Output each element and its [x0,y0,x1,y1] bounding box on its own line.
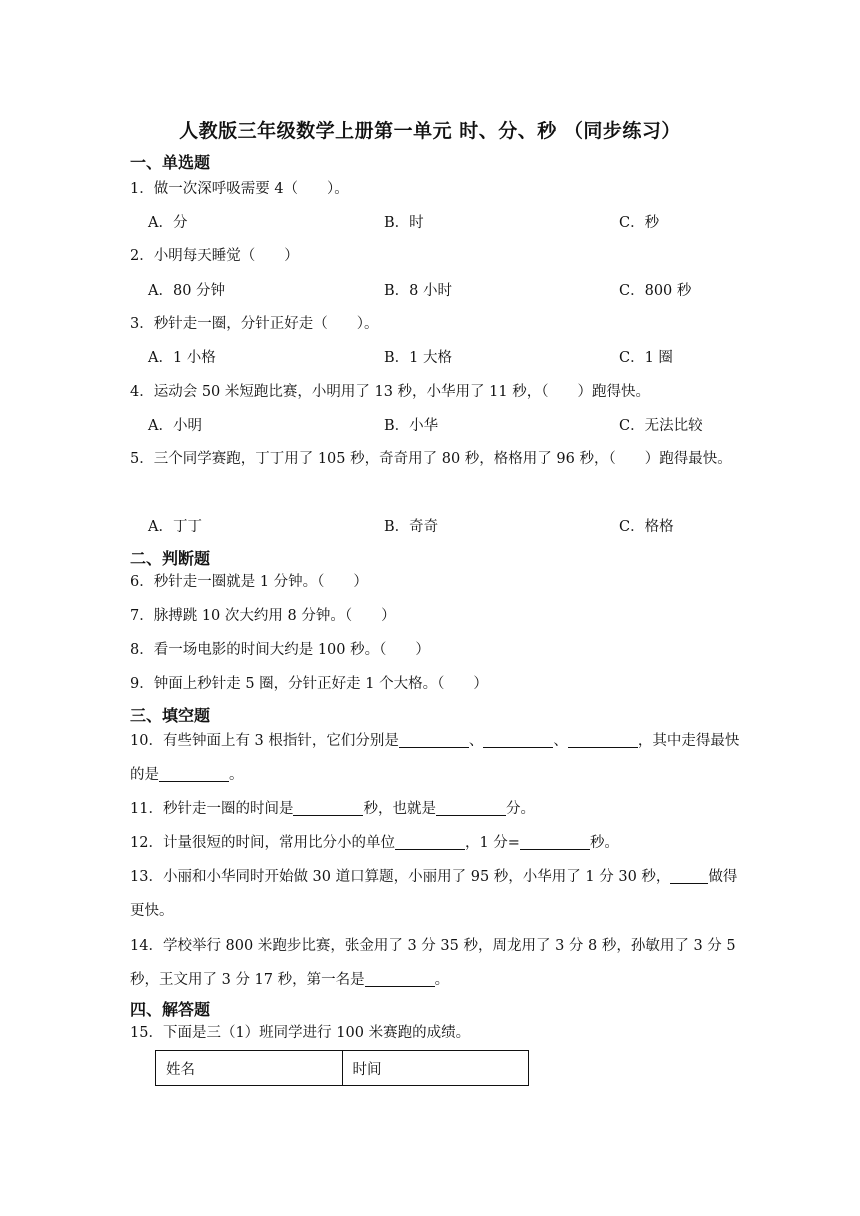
question-8: 8．看一场电影的时间大约是 100 秒。（ ） [130,642,430,658]
option-a: A．小明 [148,418,202,434]
question-11-text-a: 11．秒针走一圈的时间是 [130,801,294,817]
question-11 [130,792,740,826]
answer-blank[interactable] [436,799,506,816]
table-header-time: 时间 [342,1051,529,1086]
option-c: C．1 圈 [619,350,673,366]
question-7: 7．脉搏跳 10 次大约用 8 分钟。（ ） [130,608,396,624]
question-14 [130,929,740,997]
answer-blank[interactable] [483,731,553,748]
option-b: B．时 [384,215,424,231]
option-c: C．800 秒 [619,283,692,299]
question-13-end: 做得更快。 [130,869,738,919]
section-heading-fill-blank: 三、填空题 [130,706,211,725]
question-2: 2．小明每天睡觉（ ） [130,248,299,264]
answer-blank[interactable] [520,833,590,850]
option-a: A．丁丁 [148,519,202,535]
table-header-name: 姓名 [156,1051,343,1086]
question-10-text-b: ，其中走得最快的是 [130,733,740,783]
question-6: 6．秒针走一圈就是 1 分钟。（ ） [130,574,368,590]
question-10-end: 。 [229,767,244,783]
option-c: C．秒 [619,215,660,231]
question-11-end: 分。 [505,801,535,817]
question-10 [130,724,740,792]
option-c: C．格格 [619,519,674,535]
question-1: 1．做一次深呼吸需要 4（ ）。 [130,181,349,197]
question-14-end: 。 [434,972,450,988]
answer-blank[interactable] [293,799,363,816]
question-10-text-a: 10．有些钟面上有 3 根指针，它们分别是 [130,733,399,749]
question-12-text-a: 12．计量很短的时间，常用比分小的单位 [130,835,395,851]
section-heading-true-false: 二、判断题 [130,549,211,568]
option-b: B．奇奇 [384,519,439,535]
question-10-sep-2: 、 [553,733,568,749]
option-a: A．80 分钟 [148,283,226,299]
question-13-text-a: 13．小丽和小华同时开始做 30 道口算题，小丽用了 95 秒，小华用了 1 分 30 秒， [130,869,671,885]
section-heading-answer: 四、解答题 [130,1000,211,1019]
question-12-text-b: ，1 分= [464,835,520,851]
question-5: 5．三个同学赛跑，丁丁用了 105 秒，奇奇用了 80 秒，格格用了 96 秒，（ ）跑得最快。 [130,451,732,467]
question-13 [130,860,740,928]
option-a: A．分 [148,215,188,231]
question-3: 3．秒针走一圈，分针正好走（ ）。 [130,316,379,332]
question-15: 15．下面是三（1）班同学进行 100 米赛跑的成绩。 [130,1025,471,1041]
question-14-text-a: 14．学校举行 800 米跑步比赛，张金用了 3 分 35 秒，周龙用了 3 分 8 秒，孙敏用了 3 分 5 秒，王文用了 3 分 17 秒，第一名是 [130,938,736,988]
answer-blank[interactable] [399,731,469,748]
table-row [156,1051,529,1086]
option-a: A．1 小格 [148,350,216,366]
page-title: 人教版三年级数学上册第一单元 时、分、秒 （同步练习） [179,120,681,142]
option-b: B．小华 [384,418,439,434]
answer-blank[interactable] [159,765,229,782]
question-11-text-b: 秒，也就是 [363,801,436,817]
answer-blank[interactable] [365,970,435,987]
option-c: C．无法比较 [619,418,703,434]
question-4: 4．运动会 50 米短跑比赛，小明用了 13 秒，小华用了 11 秒，（ ）跑得快。 [130,384,650,400]
question-12 [130,826,740,860]
race-results-table [155,1050,529,1086]
answer-blank[interactable] [670,867,708,884]
option-b: B．8 小时 [384,283,452,299]
question-12-end: 秒。 [589,835,619,851]
question-9: 9．钟面上秒针走 5 圈，分针正好走 1 个大格。（ ） [130,676,488,692]
question-10-sep-1: 、 [468,733,484,749]
answer-blank[interactable] [568,731,638,748]
answer-blank[interactable] [395,833,465,850]
option-b: B．1 大格 [384,350,452,366]
section-heading-single-choice: 一、单选题 [130,153,211,172]
